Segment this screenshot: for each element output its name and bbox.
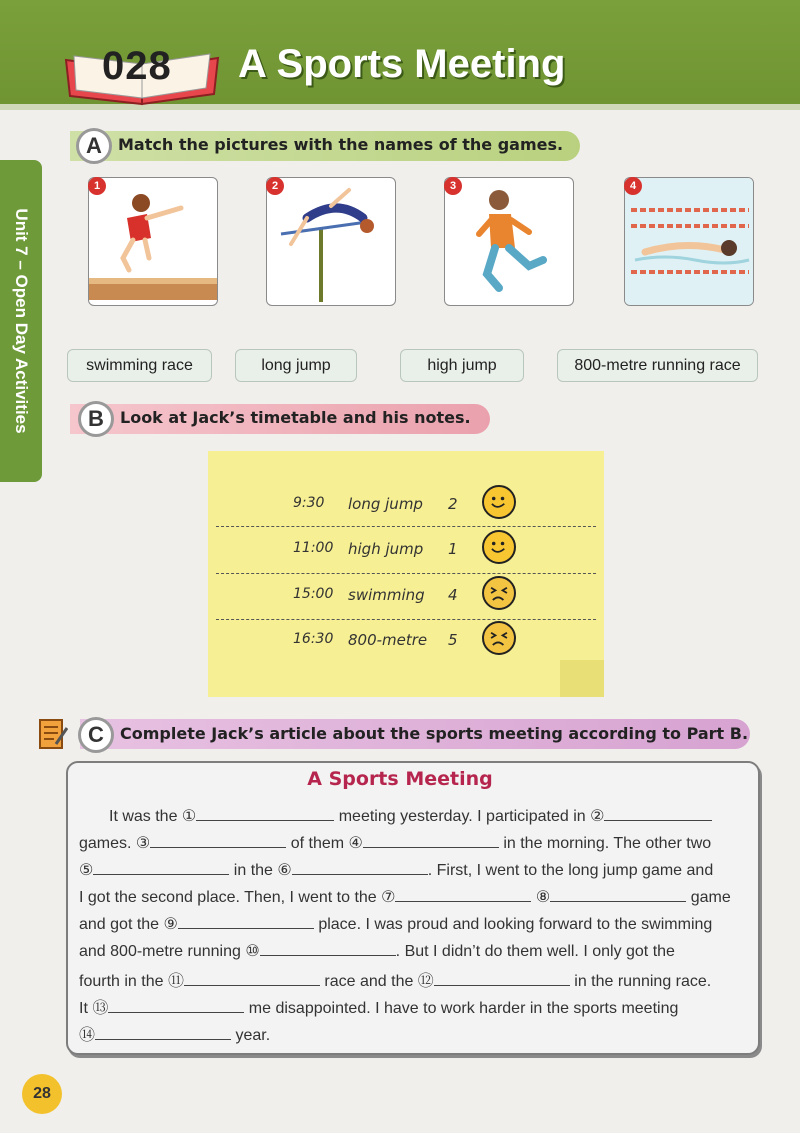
- picture-3-number: 3: [444, 177, 462, 195]
- answer-blank-7[interactable]: [395, 888, 531, 902]
- text: fourth in the ⑪: [79, 973, 184, 990]
- page-title: A Sports Meeting: [238, 42, 566, 86]
- name-option-long-jump[interactable]: long jump: [235, 349, 357, 382]
- text: place. I was proud and looking forward to the swimming: [318, 916, 713, 933]
- picture-long-jump[interactable]: [88, 177, 218, 306]
- answer-blank-14[interactable]: [95, 1026, 231, 1040]
- answer-blank-6[interactable]: [292, 861, 428, 875]
- row-game: high jump: [348, 540, 424, 558]
- text: in the running race.: [574, 973, 712, 990]
- timetable-row: [216, 483, 596, 527]
- article-line: [79, 833, 745, 853]
- text: year.: [235, 1027, 271, 1044]
- article-line: [79, 860, 745, 880]
- timetable-row: [216, 574, 596, 618]
- section-c-badge: C: [78, 717, 114, 753]
- name-option-800m-race[interactable]: 800-metre running race: [557, 349, 758, 382]
- row-time: 9:30: [293, 495, 325, 511]
- text: It ⑬: [79, 1000, 109, 1017]
- picture-4-number: 4: [624, 177, 642, 195]
- text: and got the ⑨: [79, 916, 178, 933]
- swimming-illustration: [625, 178, 754, 306]
- text: games. ③: [79, 835, 151, 852]
- picture-1-number: 1: [88, 177, 106, 195]
- article-line: [79, 887, 745, 907]
- running-illustration: [445, 178, 574, 306]
- row-place: 1: [448, 540, 458, 558]
- high-jump-illustration: [267, 178, 396, 306]
- sad-face-icon: [482, 621, 516, 655]
- text: ⑤: [79, 862, 94, 879]
- answer-blank-13[interactable]: [108, 999, 244, 1013]
- picture-running[interactable]: [444, 177, 574, 306]
- text: of them ④: [290, 835, 363, 852]
- page-number: 28: [22, 1074, 62, 1114]
- answer-blank-4[interactable]: [363, 834, 499, 848]
- picture-swimming[interactable]: [624, 177, 754, 306]
- note-fold: [560, 660, 604, 697]
- text: I got the second place. Then, I went to the ⑦: [79, 889, 396, 906]
- name-option-swimming-race[interactable]: swimming race: [67, 349, 212, 382]
- happy-face-icon: [482, 485, 516, 519]
- answer-blank-3[interactable]: [150, 834, 286, 848]
- answer-blank-1[interactable]: [196, 807, 334, 821]
- row-place: 2: [448, 495, 458, 513]
- article-line: [79, 968, 745, 991]
- row-place: 5: [448, 631, 458, 649]
- unit-side-tab: [0, 160, 42, 482]
- unit-label: Unit 7 – Open Day Activities: [12, 208, 31, 434]
- long-jump-illustration: [89, 178, 218, 306]
- text: . First, I went to the long jump game and: [427, 862, 714, 879]
- answer-blank-5[interactable]: [93, 861, 229, 875]
- picture-2-number: 2: [266, 177, 284, 195]
- row-divider: [216, 526, 596, 527]
- happy-face-icon: [482, 530, 516, 564]
- article-line: [109, 806, 745, 826]
- sad-face-icon: [482, 576, 516, 610]
- text: meeting yesterday. I participated in ②: [338, 808, 605, 825]
- section-b-instruction: Look at Jack’s timetable and his notes.: [120, 408, 471, 427]
- answer-blank-11[interactable]: [184, 972, 320, 986]
- text: ⑧: [535, 889, 551, 906]
- section-c-instruction: Complete Jack’s article about the sports meeting according to Part B.: [120, 724, 749, 743]
- timetable-row: [216, 528, 596, 572]
- section-a-instruction: Match the pictures with the names of the games.: [118, 135, 564, 154]
- row-time: 16:30: [293, 631, 334, 647]
- text: It was the ①: [109, 808, 197, 825]
- section-a-badge: A: [76, 128, 112, 164]
- timetable-row: [216, 619, 596, 663]
- article-line: [79, 1022, 745, 1045]
- row-game: swimming: [348, 586, 425, 604]
- row-game: long jump: [348, 495, 423, 513]
- text: me disappointed. I have to work harder in the sports meeting: [248, 1000, 679, 1017]
- row-game: 800-metre: [348, 631, 428, 649]
- section-b-badge: B: [78, 401, 114, 437]
- text: . But I didn’t do them well. I only got the: [395, 943, 675, 960]
- text: in the morning. The other two: [503, 835, 712, 852]
- text: ⑭: [79, 1027, 96, 1044]
- answer-blank-10[interactable]: [260, 942, 396, 956]
- lesson-number: 028: [102, 44, 172, 88]
- text: race and the ⑫: [324, 973, 434, 990]
- article-line: [79, 995, 745, 1018]
- writing-memo-icon: [38, 718, 68, 750]
- text: game: [690, 889, 731, 906]
- article-line: [79, 941, 745, 961]
- answer-blank-8[interactable]: [550, 888, 686, 902]
- answer-blank-9[interactable]: [178, 915, 314, 929]
- picture-high-jump[interactable]: [266, 177, 396, 306]
- article-title: A Sports Meeting: [307, 768, 493, 790]
- row-time: 11:00: [293, 540, 334, 556]
- name-option-high-jump[interactable]: high jump: [400, 349, 524, 382]
- answer-blank-12[interactable]: [434, 972, 570, 986]
- row-time: 15:00: [293, 586, 334, 602]
- answer-blank-2[interactable]: [604, 807, 712, 821]
- row-place: 4: [448, 586, 458, 604]
- text: in the ⑥: [233, 862, 292, 879]
- article-line: [79, 914, 745, 934]
- text: and 800-metre running ⑩: [79, 943, 260, 960]
